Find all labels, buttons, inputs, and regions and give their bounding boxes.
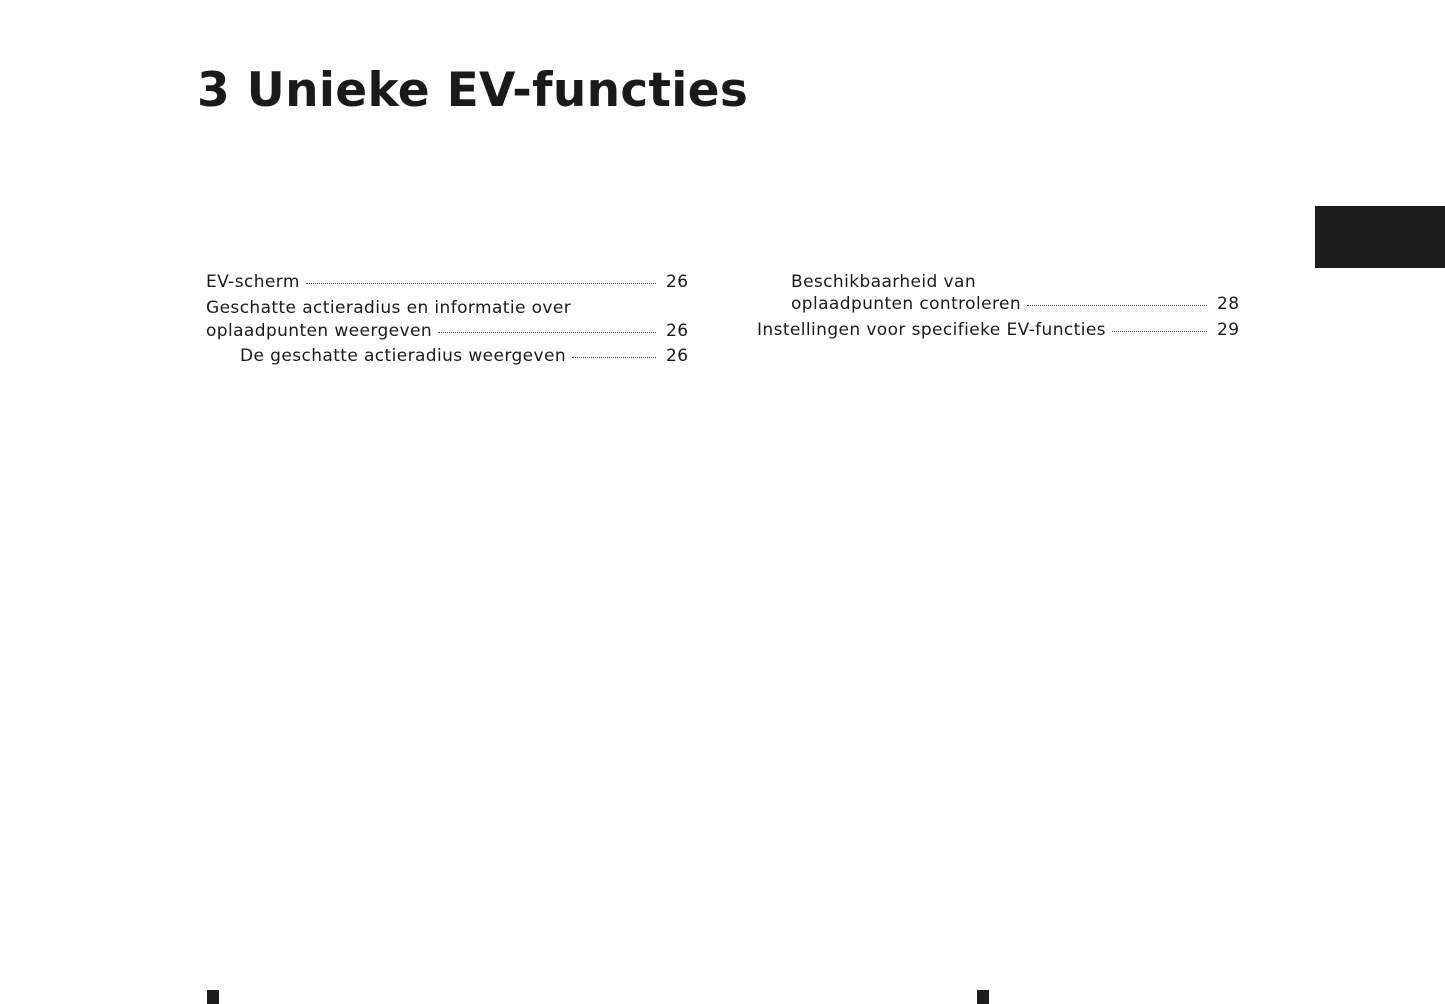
chapter-thumb-tab <box>1315 206 1445 268</box>
toc-page-number: 28 <box>1217 294 1240 314</box>
toc-page-number: 26 <box>666 320 689 341</box>
toc-column-right <box>757 271 1239 344</box>
toc-subentry-beschikbaarheid-line1[interactable] <box>757 271 1239 294</box>
toc-entry-actieradius[interactable] <box>206 320 688 343</box>
toc-entry-label: Beschikbaarheid van <box>791 272 976 292</box>
toc-entry-label: Instellingen voor specifieke EV-functies <box>757 319 1106 340</box>
toc-column-left <box>206 271 688 371</box>
toc-entry-instellingen[interactable] <box>757 319 1239 342</box>
toc-subentry-actieradius-weergeven[interactable] <box>206 345 688 368</box>
toc-entry-ev-scherm[interactable] <box>206 271 688 294</box>
toc-page-number: 26 <box>666 346 689 366</box>
toc-page-number: 29 <box>1217 319 1240 340</box>
toc-dot-leader <box>1112 331 1207 332</box>
toc-subentry-beschikbaarheid[interactable] <box>757 293 1239 316</box>
toc-entry-actieradius-line1[interactable] <box>206 297 688 320</box>
toc-dot-leader <box>438 332 656 333</box>
crop-mark <box>207 990 219 1004</box>
toc-dot-leader <box>1027 305 1207 306</box>
toc-entry-label: oplaadpunten weergeven <box>206 320 433 341</box>
toc-page-number: 26 <box>666 272 689 292</box>
chapter-title: 3 Unieke EV-functies <box>197 63 749 118</box>
toc-entry-label: EV-scherm <box>206 272 300 292</box>
toc-entry-label: oplaadpunten controleren <box>791 294 1022 314</box>
toc-dot-leader <box>306 283 656 284</box>
toc-dot-leader <box>572 357 656 358</box>
toc-entry-label: De geschatte actieradius weergeven <box>240 346 567 366</box>
crop-mark <box>977 990 989 1004</box>
toc-entry-label: Geschatte actieradius en informatie over <box>206 297 572 318</box>
